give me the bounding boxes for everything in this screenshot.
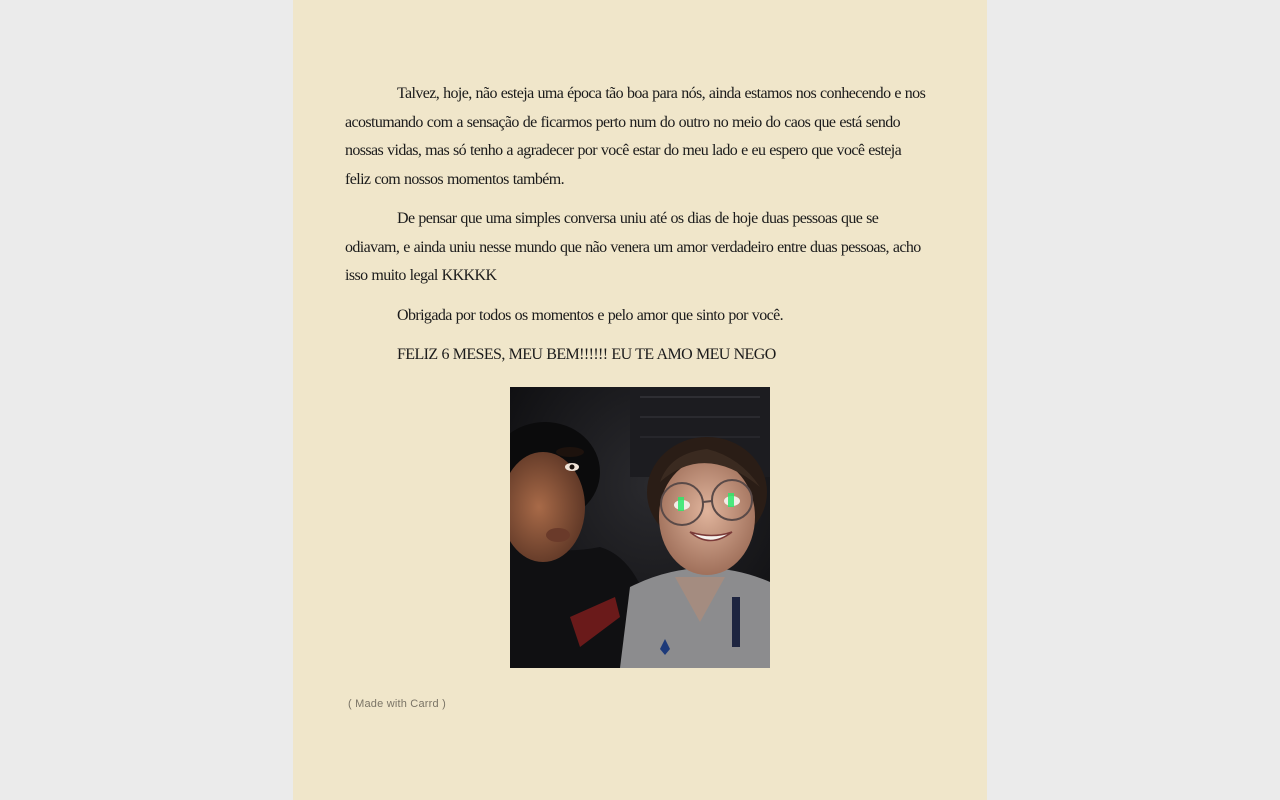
- paragraph-4: FELIZ 6 MESES, MEU BEM!!!!!! EU TE AMO MEU NEGO: [397, 346, 776, 363]
- couple-photo: [510, 387, 770, 668]
- page-card: [293, 0, 987, 800]
- paragraph-2: De pensar que uma simples conversa uniu até os dias de hoje duas pessoas que se odiavam, e ainda uniu nesse mundo que não venera um amor verdadeiro entre duas pessoas, acho isso muito legal KKKKK: [345, 210, 921, 284]
- made-with-carrd-link[interactable]: ( Made with Carrd ): [348, 698, 446, 710]
- paragraph-3: Obrigada por todos os momentos e pelo amor que sinto por você.: [397, 306, 783, 324]
- couple-photo-illustration: [510, 387, 770, 668]
- paragraph-1: Talvez, hoje, não esteja uma época tão boa para nós, ainda estamos nos conhecendo e nos acostumando com a sensação de ficarmos perto num do outro no meio do caos que está sendo nossas vidas, mas só tenho a agradecer por você estar do meu lado e eu espero que você esteja feliz com nossos momentos também.: [345, 85, 926, 188]
- message-body: [345, 80, 930, 381]
